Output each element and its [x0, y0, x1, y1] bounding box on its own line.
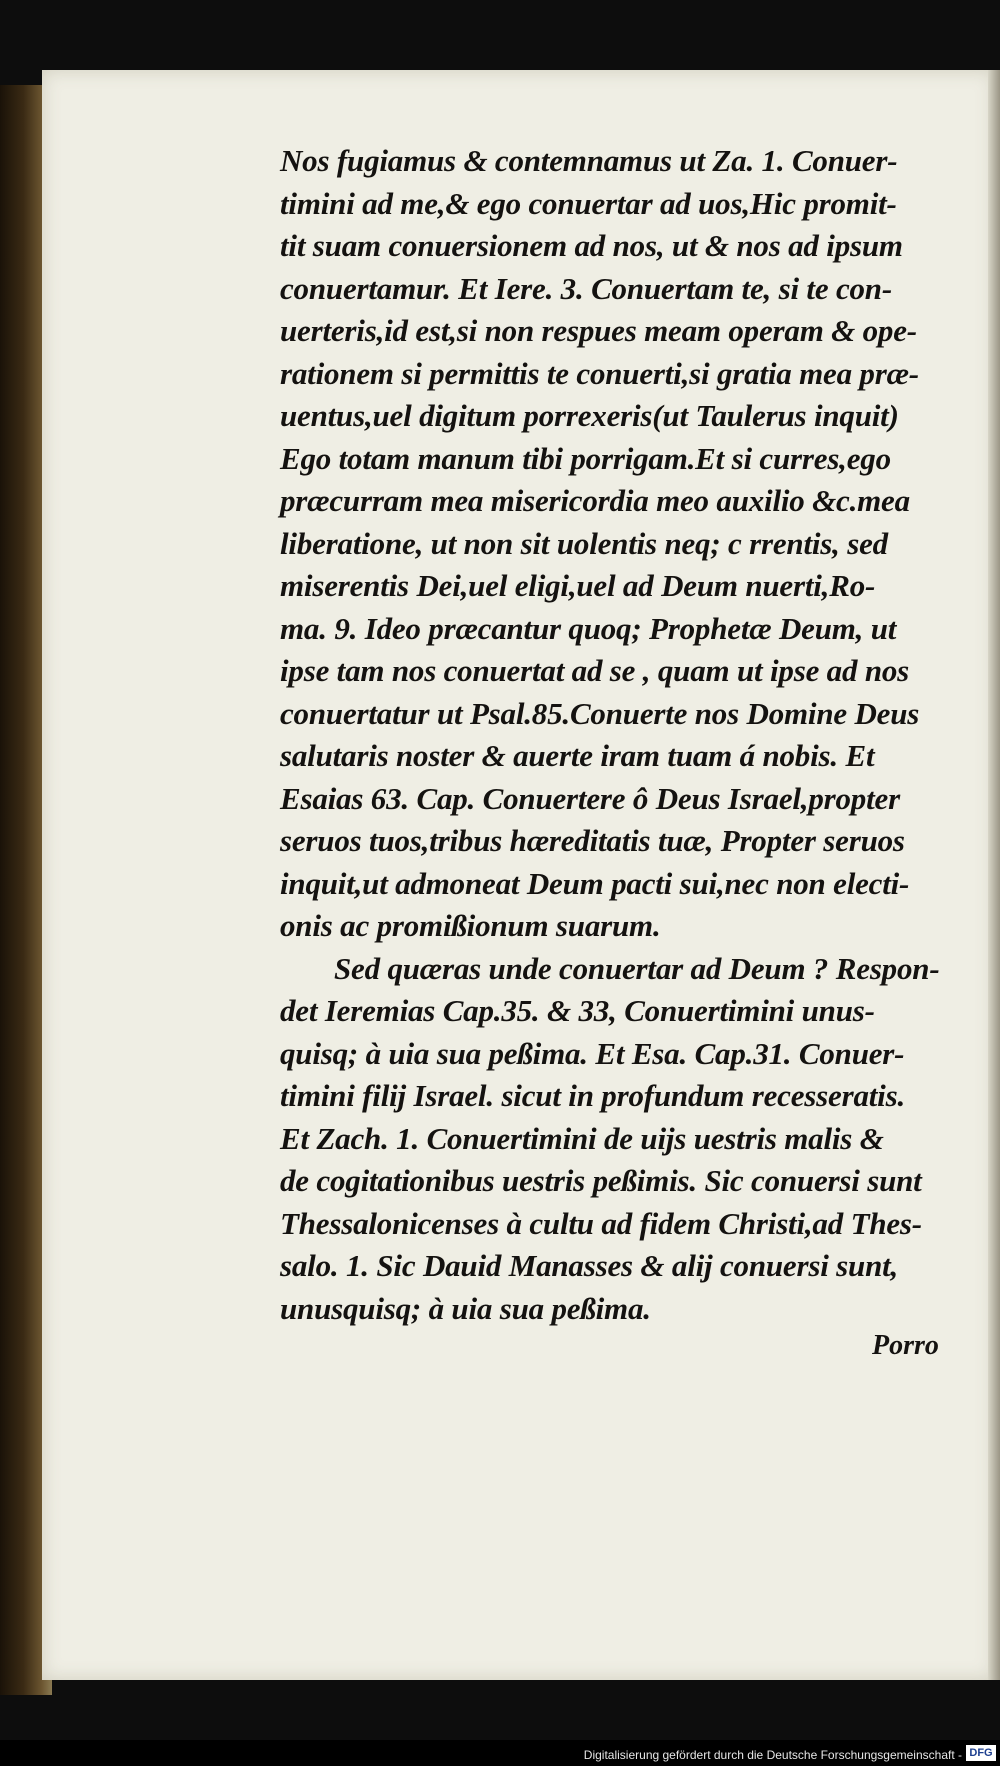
text-line: seruos tuos,tribus hæreditatis tuæ, Propter seruos: [280, 823, 905, 858]
text-line: de cogitationibus uestris peßimis. Sic conuersi sunt: [280, 1163, 922, 1198]
text-line: Ego totam manum tibi porrigam.Et si curres,ego: [280, 440, 891, 476]
text-line: timini ad me,& ego conuertar ad uos,Hic promit-: [280, 185, 897, 221]
text-line: quisq; à uia sua peßima. Et Esa. Cap.31. Conuer-: [280, 1035, 905, 1071]
text-line: conuertatur ut Psal.85.Conuerte nos Domine Deus: [280, 695, 920, 731]
text-line: liberatione, ut non sit uolentis neq; c rrentis, sed: [280, 525, 888, 561]
text-line: salutaris noster & auerte iram tuam á nobis. Et: [280, 738, 875, 773]
text-line: conuertamur. Et Iere. 3. Conuertam te, si te con-: [280, 270, 892, 306]
funding-notice: Digitalisierung gefördert durch die Deutsche Forschungsgemeinschaft -: [583, 1748, 962, 1762]
text-line: det Ieremias Cap.35. & 33, Conuertimini unus-: [280, 993, 875, 1028]
text-line: Nos fugiamus & contemnamus ut Za. 1. Conuer-: [280, 143, 898, 178]
text-line: onis ac promißionum suarum.: [280, 908, 661, 943]
text-line: uerteris,id est,si non respues meam operam & ope-: [280, 313, 917, 348]
text-line: salo. 1. Sic Dauid Manasses & alij conuersi sunt,: [280, 1248, 899, 1283]
text-line: miserentis Dei,uel eligi,uel ad Deum nuerti,Ro-: [280, 568, 876, 603]
dfg-logo: DFG: [966, 1745, 996, 1761]
body-text: [280, 140, 950, 1330]
text-line: ma. 9. Ideo præcantur quoq; Prophetæ Deum, ut: [280, 610, 897, 646]
text-line: rationem si permittis te conuerti,si gratia mea præ-: [280, 355, 919, 391]
text-line: timini filij Israel. sicut in profundum recesseratis.: [280, 1078, 905, 1113]
text-line: uentus,uel digitum porrexeris(ut Taulerus inquit): [280, 398, 899, 433]
page-edge: [988, 70, 1000, 1680]
text-line: tit suam conuersionem ad nos, ut & nos ad ipsum: [280, 228, 903, 263]
text-line: Thessalonicenses à cultu ad fidem Christi,ad Thes-: [280, 1205, 922, 1241]
text-line: ipse tam nos conuertat ad se , quam ut ipse ad nos: [280, 653, 910, 688]
text-line: inquit,ut admoneat Deum pacti sui,nec non electi-: [280, 865, 910, 901]
text-line: præcurram mea misericordia meo auxilio &c.mea: [280, 483, 910, 518]
text-line: Esaias 63. Cap. Conuertere ô Deus Israel,propter: [280, 780, 900, 816]
catchword: Porro: [872, 1330, 939, 1361]
text-line: Sed quæras unde conuertar ad Deum ? Respon-: [334, 950, 940, 986]
text-line: unusquisq; à uia sua peßima.: [280, 1290, 651, 1326]
text-line: Et Zach. 1. Conuertimini de uijs uestris malis &: [280, 1120, 884, 1156]
